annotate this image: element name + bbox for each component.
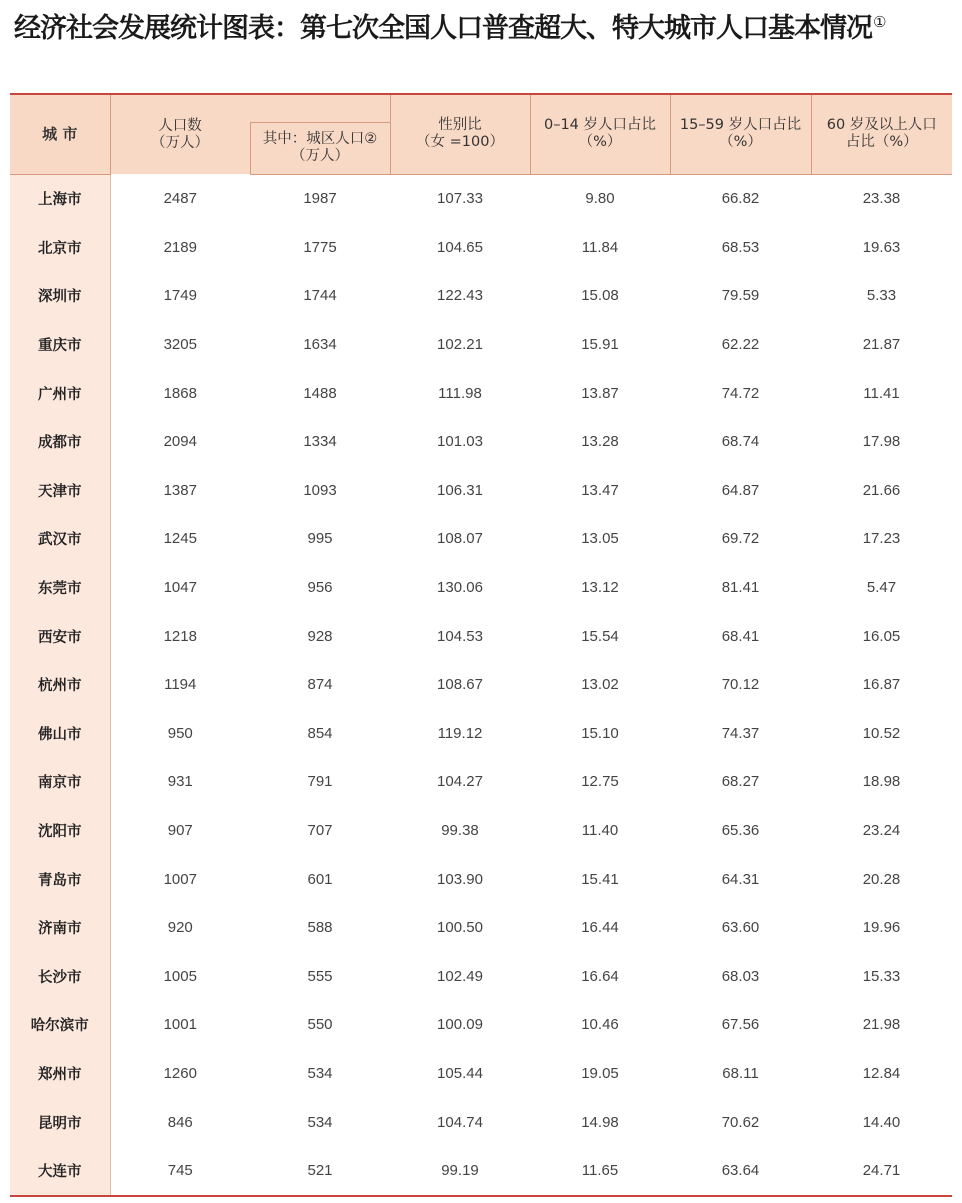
cell-age-0-14: 15.91 — [581, 336, 619, 354]
cell-city: 郑州市 — [10, 1049, 110, 1098]
cell-population: 745 — [110, 1146, 250, 1196]
cell-sex-ratio: 103.90 — [437, 870, 483, 888]
cell-city: 沈阳市 — [10, 806, 110, 855]
cell-urban: 956 — [307, 579, 333, 597]
cell-age-60: 19.63 — [862, 238, 901, 256]
cell-urban: 1744 — [303, 287, 337, 305]
cell-age-60: 12.84 — [862, 1064, 901, 1082]
cell-city: 东莞市 — [10, 563, 110, 612]
cell-age-0-14: 11.84 — [581, 238, 619, 256]
cell-city: 上海市 — [10, 174, 110, 223]
table-row — [10, 1146, 952, 1196]
cell-urban: 601 — [307, 870, 333, 888]
table-body — [10, 174, 952, 1196]
cell-age-0-14: 15.41 — [581, 870, 619, 888]
cell-population: 920 — [167, 919, 193, 937]
table-row — [10, 515, 952, 564]
cell-city: 青岛市 — [10, 855, 110, 904]
cell-age-60: 15.33 — [862, 967, 901, 985]
cell-urban: 995 — [307, 530, 333, 548]
header-sex-ratio-line2: （女 =100） — [416, 134, 504, 151]
cell-age-15-59: 68.41 — [721, 627, 760, 645]
cell-population: 1047 — [163, 579, 197, 597]
cell-sex-ratio: 104.65 — [437, 238, 483, 256]
cell-sex-ratio: 100.09 — [437, 1016, 483, 1034]
cell-sex-ratio: 107.33 — [437, 190, 483, 208]
cell-population: 2487 — [163, 190, 197, 208]
cell-city: 广州市 — [10, 369, 110, 418]
cell-city: 武汉市 — [10, 515, 110, 564]
table-row — [10, 1098, 952, 1147]
header-population-line2: （万人） — [151, 134, 209, 151]
cell-population: 1194 — [164, 676, 197, 694]
cell-city: 成都市 — [10, 417, 110, 466]
cell-city: 深圳市 — [10, 272, 110, 321]
table-row — [10, 660, 952, 709]
cell-city: 杭州市 — [10, 660, 110, 709]
cell-urban: 1488 — [303, 384, 337, 402]
title-footnote-marker: ① — [873, 13, 886, 31]
header-urban-line1: 其中：城区人口② — [262, 131, 378, 147]
cell-sex-ratio: 122.43 — [437, 287, 483, 305]
cell-age-15-59: 79.59 — [721, 287, 760, 305]
cell-age-0-14: 10.46 — [581, 1016, 619, 1034]
cell-age-15-59: 68.11 — [722, 1064, 759, 1082]
cell-city: 北京市 — [10, 223, 110, 272]
cell-age-15-59: 81.41 — [721, 579, 760, 597]
cell-age-0-14: 11.65 — [530, 1146, 670, 1196]
table-row — [10, 272, 952, 321]
cell-city: 昆明市 — [10, 1098, 110, 1147]
cell-population: 2189 — [163, 238, 197, 256]
cell-city: 天津市 — [10, 466, 110, 515]
cell-sex-ratio: 104.53 — [437, 627, 483, 645]
cell-sex-ratio: 104.27 — [437, 773, 483, 791]
table-row — [10, 174, 952, 223]
cell-urban: 555 — [307, 967, 333, 985]
header-age-15-59-line1: 15–59 岁人口占比 — [679, 117, 802, 134]
header-population-line1: 人口数 — [158, 117, 202, 134]
cell-sex-ratio: 104.74 — [437, 1113, 483, 1131]
cell-age-0-14: 19.05 — [581, 1064, 619, 1082]
cell-city: 重庆市 — [10, 320, 110, 369]
cell-city: 长沙市 — [10, 952, 110, 1001]
cell-population: 931 — [167, 773, 193, 791]
table-row — [10, 223, 952, 272]
cell-age-0-14: 11.40 — [581, 822, 619, 840]
cell-population: 1245 — [163, 530, 197, 548]
cell-age-15-59: 68.03 — [721, 967, 760, 985]
cell-age-15-59: 74.37 — [721, 724, 760, 742]
cell-age-15-59: 66.82 — [721, 190, 760, 208]
cell-age-15-59: 69.72 — [721, 530, 760, 548]
cell-sex-ratio: 111.98 — [438, 384, 482, 402]
cell-population: 1218 — [163, 627, 197, 645]
header-age-0-14-line1: 0–14 岁人口占比 — [543, 117, 657, 134]
cell-urban: 707 — [307, 822, 333, 840]
cell-age-60: 18.98 — [862, 773, 901, 791]
header-population — [110, 94, 250, 174]
cell-age-15-59: 70.12 — [721, 676, 760, 694]
cell-sex-ratio: 102.21 — [437, 336, 483, 354]
cell-sex-ratio: 101.03 — [437, 433, 483, 451]
cell-city: 西安市 — [10, 612, 110, 661]
cell-age-0-14: 13.05 — [581, 530, 619, 548]
cell-age-0-14: 15.10 — [581, 724, 619, 742]
cell-age-15-59: 68.53 — [721, 238, 760, 256]
cell-age-0-14: 15.54 — [581, 627, 619, 645]
title-text: 经济社会发展统计图表：第七次全国人口普查超大、特大城市人口基本情况 — [14, 13, 872, 44]
cell-age-0-14: 13.87 — [581, 384, 619, 402]
header-age-15-59-line2: （%） — [719, 134, 762, 151]
cell-population: 1260 — [163, 1064, 197, 1082]
cell-city: 济南市 — [10, 903, 110, 952]
cell-age-15-59: 68.74 — [721, 433, 760, 451]
cell-city: 南京市 — [10, 758, 110, 807]
cell-population: 2094 — [163, 433, 197, 451]
cell-sex-ratio: 119.12 — [437, 724, 483, 742]
cell-urban: 1093 — [303, 481, 337, 499]
cell-urban: 534 — [307, 1064, 333, 1082]
cell-age-0-14: 13.12 — [581, 579, 619, 597]
table-row — [10, 709, 952, 758]
table-row — [10, 369, 952, 418]
header-sex-ratio — [390, 94, 530, 174]
table-row — [10, 563, 952, 612]
cell-age-15-59: 64.87 — [721, 481, 760, 499]
cell-sex-ratio: 130.06 — [437, 579, 483, 597]
cell-age-0-14: 13.28 — [581, 433, 619, 451]
cell-population: 1005 — [163, 967, 197, 985]
cell-population: 1001 — [163, 1016, 197, 1034]
cell-age-15-59: 63.60 — [721, 919, 760, 937]
cell-age-0-14: 13.47 — [581, 481, 619, 499]
cell-age-0-14: 15.08 — [581, 287, 619, 305]
header-age-60-line1: 60 岁及以上人口 — [826, 117, 937, 134]
cell-city: 大连市 — [10, 1146, 110, 1196]
cell-age-15-59: 62.22 — [721, 336, 760, 354]
cell-urban: 550 — [307, 1016, 333, 1034]
cell-age-60: 21.87 — [862, 336, 901, 354]
cell-urban: 854 — [307, 724, 333, 742]
cell-age-0-14: 16.64 — [581, 967, 619, 985]
cell-age-60: 17.23 — [862, 530, 901, 548]
cell-sex-ratio: 99.19 — [390, 1146, 530, 1196]
table-row — [10, 612, 952, 661]
cell-urban: 588 — [307, 919, 333, 937]
cell-age-60: 24.71 — [811, 1146, 952, 1196]
cell-age-60: 23.38 — [862, 190, 901, 208]
cell-age-60: 10.52 — [862, 724, 901, 742]
cell-age-60: 5.33 — [866, 287, 897, 305]
cell-sex-ratio: 106.31 — [437, 481, 483, 499]
table-row — [10, 466, 952, 515]
cell-population: 3205 — [163, 336, 197, 354]
cell-population: 1868 — [163, 384, 197, 402]
header-city: 城 市 — [10, 94, 110, 174]
cell-urban: 928 — [307, 627, 333, 645]
cell-sex-ratio: 105.44 — [437, 1064, 483, 1082]
cell-urban: 534 — [307, 1113, 333, 1131]
cell-age-15-59: 63.64 — [670, 1146, 811, 1196]
cell-population: 950 — [167, 724, 193, 742]
cell-age-0-14: 9.80 — [585, 190, 615, 208]
table-row — [10, 320, 952, 369]
table-row — [10, 758, 952, 807]
cell-sex-ratio: 108.67 — [437, 676, 483, 694]
header-age-0-14 — [530, 94, 670, 174]
cell-age-60: 16.87 — [862, 676, 901, 694]
cell-age-15-59: 67.56 — [721, 1016, 760, 1034]
cell-population: 1749 — [163, 287, 197, 305]
cell-age-60: 16.05 — [862, 627, 901, 645]
cell-sex-ratio: 100.50 — [437, 919, 483, 937]
cell-age-60: 21.98 — [862, 1016, 901, 1034]
cell-urban: 1334 — [303, 433, 337, 451]
cell-age-15-59: 68.27 — [721, 773, 760, 791]
header-sex-ratio-line1: 性别比 — [438, 117, 482, 134]
table-row — [10, 855, 952, 904]
table-row — [10, 903, 952, 952]
cell-age-0-14: 16.44 — [581, 919, 619, 937]
page-title — [14, 6, 885, 45]
cell-urban: 1775 — [303, 238, 337, 256]
cell-urban: 521 — [250, 1146, 390, 1196]
cell-age-60: 14.40 — [862, 1113, 901, 1131]
header-age-15-59 — [670, 94, 811, 174]
cell-age-15-59: 74.72 — [721, 384, 760, 402]
cell-age-60: 17.98 — [862, 433, 901, 451]
cell-sex-ratio: 102.49 — [437, 967, 483, 985]
cell-age-0-14: 13.02 — [581, 676, 619, 694]
table-row — [10, 1001, 952, 1050]
cell-population: 907 — [167, 822, 193, 840]
cell-urban: 1987 — [303, 190, 337, 208]
cell-age-60: 23.24 — [862, 822, 901, 840]
table-row — [10, 952, 952, 1001]
table-row — [10, 1049, 952, 1098]
cell-age-60: 11.41 — [863, 384, 900, 402]
header-urban-population — [250, 122, 390, 174]
cell-age-60: 20.28 — [862, 870, 901, 888]
cell-age-60: 21.66 — [862, 481, 901, 499]
header-age-0-14-line2: （%） — [578, 134, 622, 151]
cell-age-0-14: 14.98 — [581, 1113, 619, 1131]
cell-age-60: 5.47 — [866, 579, 897, 597]
cell-age-0-14: 12.75 — [581, 773, 619, 791]
cell-city: 哈尔滨市 — [10, 1001, 110, 1050]
cell-age-15-59: 64.31 — [721, 870, 760, 888]
table-row — [10, 417, 952, 466]
cell-age-60: 19.96 — [862, 919, 901, 937]
cell-population: 1387 — [163, 481, 197, 499]
city-population-table — [10, 93, 952, 1197]
cell-age-15-59: 65.36 — [721, 822, 760, 840]
cell-city: 佛山市 — [10, 709, 110, 758]
header-age-60-plus — [811, 94, 952, 174]
cell-population: 846 — [167, 1113, 193, 1131]
header-age-60-line2: 占比（%） — [845, 134, 918, 151]
header-urban-line2: （万人） — [291, 148, 349, 164]
cell-population: 1007 — [163, 870, 197, 888]
header-population-span — [250, 94, 390, 122]
table-row — [10, 806, 952, 855]
cell-age-15-59: 70.62 — [721, 1113, 760, 1131]
cell-sex-ratio: 108.07 — [437, 530, 483, 548]
cell-sex-ratio: 99.38 — [441, 822, 479, 840]
cell-urban: 874 — [307, 676, 333, 694]
cell-urban: 791 — [307, 773, 333, 791]
cell-urban: 1634 — [303, 336, 337, 354]
